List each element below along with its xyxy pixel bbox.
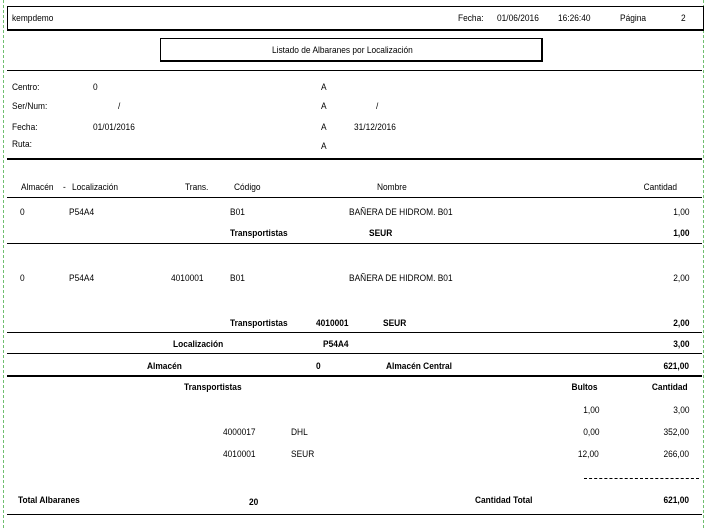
alm-total-name: Almacén Central [386,361,452,372]
summary-row-bultos: 12,00 [578,449,599,460]
divider [7,353,702,354]
line-transportista-total: 1,00 [672,228,689,239]
filter-fecha-to: 31/12/2016 [354,122,396,133]
col-cantidad: Cantidad [643,182,677,193]
divider [7,514,702,515]
summary-row-name: SEUR [291,449,315,460]
col-almacen: Almacén [21,182,54,193]
summary-row-cantidad: 3,00 [672,405,689,416]
col-trans: Trans. [185,182,209,193]
col-codigo: Código [234,182,261,193]
line-transportista-code: 4010001 [316,318,349,329]
summary-row-cantidad: 266,00 [663,449,689,460]
divider [7,70,702,71]
filter-fecha-a: A [321,122,327,133]
line-codigo: B01 [230,207,245,218]
loc-total-amount: 3,00 [672,339,689,350]
summary-bultos-label: Bultos [571,382,598,393]
line-almacen: 0 [20,207,25,218]
summary-cantidad-label: Cantidad [652,382,688,393]
line-transportistas-label: Transportistas [230,318,288,329]
col-separator: - [63,182,66,193]
filter-sernum-a: A [321,101,327,112]
date-value: 01/06/2016 [497,13,539,24]
divider [7,332,702,333]
line-transportista-name: SEUR [369,228,393,239]
filter-fecha-label: Fecha: [12,122,38,133]
summary-row-bultos: 0,00 [582,427,599,438]
time-value: 16:26:40 [558,13,591,24]
date-label: Fecha: [458,13,484,24]
line-transportista-total: 2,00 [672,318,689,329]
line-cantidad: 1,00 [672,207,689,218]
line-nombre: BAÑERA DE HIDROM. B01 [349,207,453,218]
filter-centro-label: Centro: [12,82,40,93]
line-transportista-name: SEUR [383,318,407,329]
filter-sernum-from: / [118,101,121,112]
filter-ruta-label: Ruta: [12,139,32,150]
filter-fecha-from: 01/01/2016 [93,122,135,133]
col-nombre: Nombre [377,182,407,193]
line-cantidad: 2,00 [672,273,689,284]
total-cantidad-value: 621,00 [663,495,689,506]
line-localizacion: P54A4 [69,207,95,218]
page-number: 2 [681,13,686,24]
summary-row-bultos: 1,00 [582,405,599,416]
report-header-box [7,6,704,31]
company-name: kempdemo [12,13,54,24]
filter-sernum-label: Ser/Num: [12,101,48,112]
alm-total-amount: 621,00 [663,361,689,372]
page-label: Página [620,13,647,24]
line-transportistas-label: Transportistas [230,228,288,239]
total-albaranes-value: 20 [249,497,259,508]
divider [7,375,702,377]
line-codigo: B01 [230,273,245,284]
loc-total-value: P54A4 [323,339,349,350]
loc-total-label: Localización [173,339,224,350]
divider [7,243,702,244]
filter-centro-from: 0 [93,82,98,93]
alm-total-label: Almacén [147,361,182,372]
filter-ruta-a: A [321,141,327,152]
line-trans: 4010001 [171,273,204,284]
alm-total-code: 0 [316,361,321,372]
divider [7,197,702,198]
summary-row-code: 4000017 [223,427,256,438]
summary-row-cantidad: 352,00 [663,427,689,438]
total-cantidad-label: Cantidad Total [475,495,533,506]
filter-sernum-to: / [376,101,379,112]
page-margin-left [3,0,4,528]
line-almacen: 0 [20,273,25,284]
divider [7,158,702,160]
sum-underline [584,478,699,479]
report-title: Listado de Albaranes por Localización [272,45,413,56]
summary-row-name: DHL [291,427,308,438]
col-localizacion: Localización [72,182,119,193]
line-localizacion: P54A4 [69,273,95,284]
page-margin-right [703,0,704,528]
line-nombre: BAÑERA DE HIDROM. B01 [349,273,453,284]
total-albaranes-label: Total Albaranes [18,495,80,506]
summary-row-code: 4010001 [223,449,256,460]
filter-centro-a: A [321,82,327,93]
summary-transportistas-label: Transportistas [184,382,242,393]
